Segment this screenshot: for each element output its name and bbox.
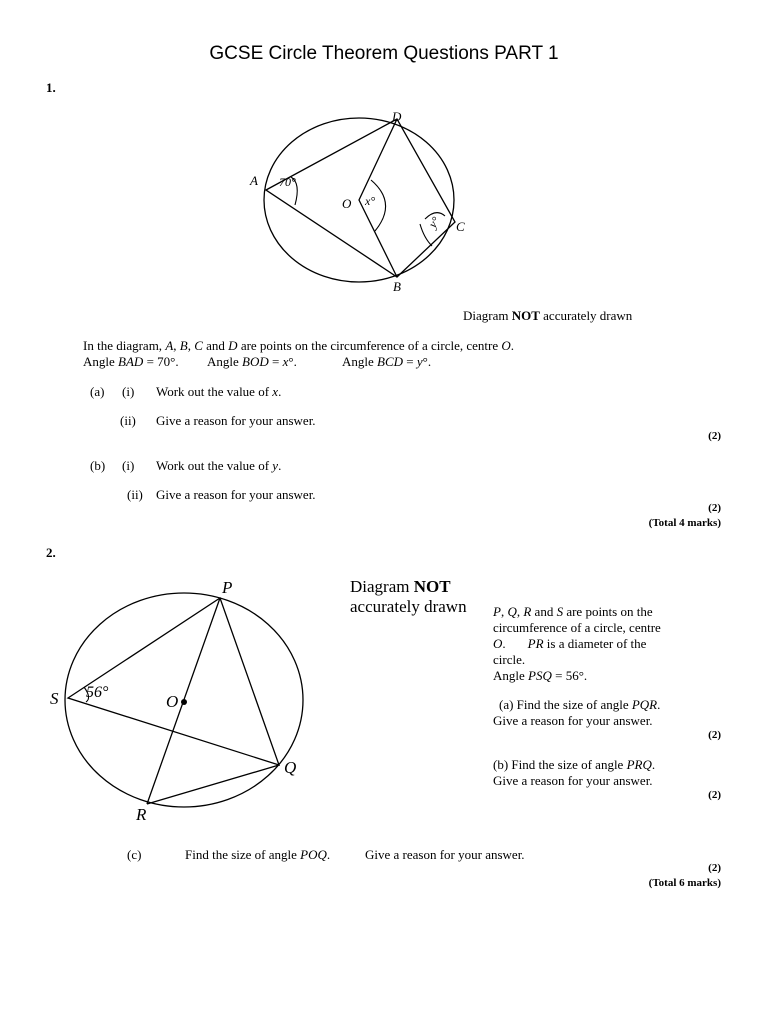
q2-part-c-marks: (2) <box>708 862 721 874</box>
q2-info-angle-psq: Angle PSQ = 56°. <box>493 668 588 683</box>
q1-part-b-ii-label: (ii) <box>127 487 143 502</box>
q1-angle-a-label: 70° <box>279 175 296 189</box>
q2-chord-rq <box>147 765 279 804</box>
q1-diagram-note: Diagram NOT accurately drawn <box>463 308 633 323</box>
q1-part-a-i-text: Work out the value of x. <box>156 384 282 399</box>
q1-angle-arc-c2 <box>420 224 432 246</box>
page-title: GCSE Circle Theorem Questions PART 1 <box>209 43 559 64</box>
q2-part-a-reason: Give a reason for your answer. <box>493 713 653 728</box>
q1-part-a-label: (a) <box>90 384 105 399</box>
q1-label-d: D <box>392 109 402 124</box>
q1-angle-bcd: Angle BCD = y°. <box>342 354 432 369</box>
q1-part-b-label: (b) <box>90 458 106 473</box>
q2-total-marks: (Total 6 marks) <box>648 877 721 889</box>
q1-total-marks: (Total 4 marks) <box>648 517 721 529</box>
q1-label-c: C <box>456 219 465 234</box>
q1-part-b-i-text: Work out the value of y. <box>156 458 282 473</box>
q2-part-c-reason: Give a reason for your answer. <box>365 847 525 862</box>
q2-triangle-spq <box>68 598 279 765</box>
q2-label-q: Q <box>284 758 297 777</box>
q2-label-r: R <box>136 805 147 824</box>
q2-part-a-marks: (2) <box>708 729 721 741</box>
q1-part-a-marks: (2) <box>708 430 721 442</box>
q1-angle-o-label: x° <box>365 194 376 208</box>
q2-label-s: S <box>50 689 59 708</box>
q2-info-line-1: P, Q, R and S are points on the <box>493 604 653 619</box>
q2-info-line-3: O. PR is a diameter of the <box>493 636 647 651</box>
question-1-number: 1. <box>46 80 56 95</box>
q2-diagram-note: Diagram NOT accurately drawn <box>350 577 467 616</box>
question-2-number: 2. <box>46 545 56 560</box>
q2-label-o: O <box>166 692 179 711</box>
q1-label-o: O <box>342 196 352 211</box>
q2-part-b-reason: Give a reason for your answer. <box>493 773 653 788</box>
q1-angle-bod: Angle BOD = x°. <box>207 354 297 369</box>
q1-part-b-ii-text: Give a reason for your answer. <box>156 487 316 502</box>
q2-info-line-4: circle. <box>493 652 526 667</box>
q2-label-p: P <box>222 578 233 597</box>
q2-angle-s-label: 56° <box>86 684 109 701</box>
q2-part-b-marks: (2) <box>708 789 721 801</box>
q1-angle-bad: Angle BAD = 70°. <box>83 354 179 369</box>
q2-part-c-text: Find the size of angle POQ. <box>185 847 331 862</box>
q1-part-a-i-label: (i) <box>122 384 135 399</box>
q2-part-b-text: (b) Find the size of angle PRQ. <box>493 757 656 772</box>
q1-part-b-marks: (2) <box>708 502 721 514</box>
q1-part-a-ii-label: (ii) <box>120 413 136 428</box>
q1-circle-diagram <box>0 0 768 310</box>
q2-circle-diagram <box>0 560 340 830</box>
q1-angle-c-label: y° <box>425 214 443 231</box>
q1-part-a-ii-text: Give a reason for your answer. <box>156 413 316 428</box>
q1-part-b-i-label: (i) <box>122 458 135 473</box>
q1-label-a: A <box>250 173 258 188</box>
q2-part-a-text: (a) Find the size of angle PQR. <box>499 697 661 712</box>
q2-part-c-label: (c) <box>127 847 142 862</box>
q2-info-line-2: circumference of a circle, centre <box>493 620 661 635</box>
q2-center-dot <box>181 699 187 705</box>
q1-label-b: B <box>393 279 401 294</box>
q1-statement-line-1: In the diagram, A, B, C and D are points on the circumference of a circle, centre O. <box>83 338 515 353</box>
